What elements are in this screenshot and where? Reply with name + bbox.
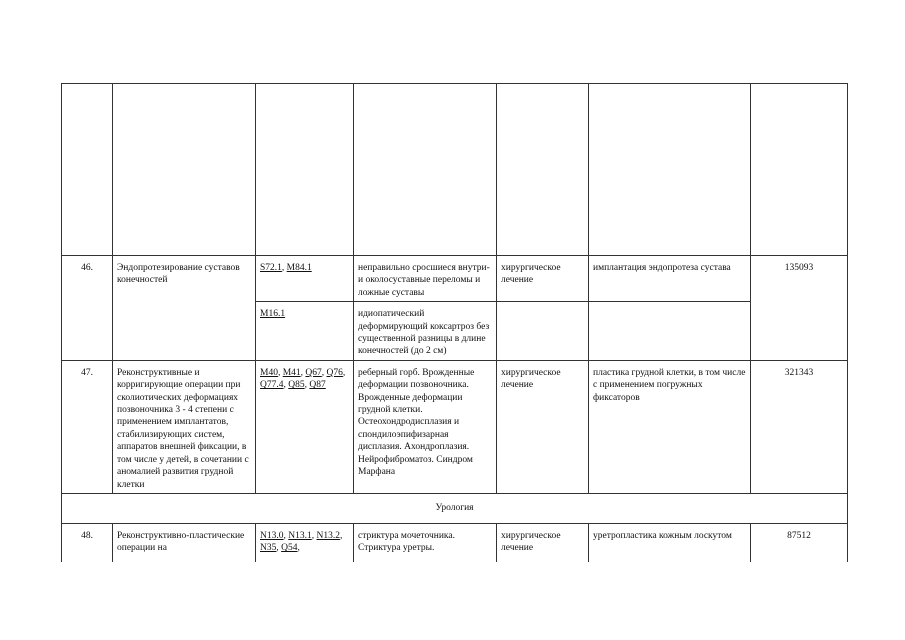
icd-code-link[interactable]: M16.1	[260, 309, 286, 320]
icd-code-link[interactable]: M41	[282, 367, 301, 378]
patient-model: реберный горб. Врожденные деформации позвоночника. Врожденные деформации грудной клетки. Остеохондродисплазия и спондилоэпифизарная дисплазия. Ахондроплазия. Нейрофиброматоз. Синдром Марфана	[354, 360, 497, 493]
icd-code-link[interactable]: Q76	[326, 367, 343, 378]
treatment-type: хирургическое лечение	[497, 523, 589, 562]
code-separator: ,	[300, 367, 306, 378]
icd-codes	[256, 523, 354, 562]
icd-code-link[interactable]: N13.0	[260, 530, 284, 541]
code-separator: ,	[321, 367, 327, 378]
icd-codes	[256, 360, 354, 493]
table-cell	[62, 84, 113, 256]
code-separator: ,	[340, 530, 343, 541]
table-row-46	[62, 256, 848, 302]
icd-code-link[interactable]: Q77.4	[260, 380, 284, 391]
icd-code-link[interactable]: M40	[260, 367, 278, 378]
section-title: Урология	[62, 493, 848, 523]
icd-code-link[interactable]: M84.1	[286, 263, 312, 273]
intervention-name: Реконструктивно-пластические операции на	[113, 523, 256, 562]
treatment-method: пластика грудной клетки, в том числе с применением погружных фиксаторов	[589, 360, 751, 493]
code-separator: ,	[304, 380, 310, 391]
treatment-type: хирургическое лечение	[497, 360, 589, 493]
icd-code-link[interactable]: Q54	[281, 543, 298, 554]
table-cell	[497, 84, 589, 256]
medical-care-table	[61, 83, 848, 562]
icd-codes	[256, 256, 354, 302]
icd-code-link[interactable]: Q67	[305, 367, 322, 378]
icd-codes	[256, 302, 354, 361]
code-separator: ,	[277, 367, 283, 378]
code-separator: ,	[283, 380, 289, 391]
icd-code-link[interactable]: Q87	[309, 380, 326, 391]
intervention-name: Реконструктивные и корригирующие операции при сколиотических деформациях позвоночника 3 - 4 степени с применением имплантатов, стабилизирующих систем, аппаратов внешней фиксации, в том числе у детей, в сочетании с аномалией развития грудной клетки	[113, 360, 256, 493]
table-cell	[751, 84, 848, 256]
section-row	[62, 493, 848, 523]
treatment-method	[589, 302, 751, 361]
row-number: 47.	[62, 360, 113, 493]
code-separator: ,	[311, 530, 317, 541]
table-row-continuation	[62, 84, 848, 256]
treatment-type	[497, 302, 589, 361]
patient-model: идиопатический деформирующий коксартроз без существенной разницы в длине конечностей (до 2 см)	[354, 302, 497, 361]
icd-code-link[interactable]: S72.1	[260, 263, 282, 273]
code-separator: ,	[342, 367, 346, 378]
icd-code-link[interactable]: N35	[260, 543, 277, 554]
row-number: 48.	[62, 523, 113, 562]
table-cell	[354, 84, 497, 256]
code-separator: ,	[283, 530, 289, 541]
icd-code-link[interactable]: N13.2	[316, 530, 340, 541]
cost-value: 321343	[751, 360, 848, 493]
table-row-47	[62, 360, 848, 493]
code-separator: ,	[281, 263, 287, 273]
cost-value: 135093	[751, 256, 848, 361]
treatment-method: имплантация эндопротеза сустава	[589, 256, 751, 302]
treatment-type: хирургическое лечение	[497, 256, 589, 302]
table-row-48	[62, 523, 848, 562]
treatment-method: уретропластика кожным лоскутом	[589, 523, 751, 562]
table-cell	[113, 84, 256, 256]
icd-code-link[interactable]: Q85	[288, 380, 305, 391]
patient-model: стриктура мочеточника. Стриктура уретры.	[354, 523, 497, 562]
cost-value: 87512	[751, 523, 848, 562]
code-separator: ,	[297, 543, 300, 554]
intervention-name: Эндопротезирование суставов конечностей	[113, 256, 256, 361]
code-separator: ,	[276, 543, 282, 554]
row-number: 46.	[62, 256, 113, 361]
patient-model: неправильно сросшиеся внутри- и околосуставные переломы и ложные суставы	[354, 256, 497, 302]
icd-code-link[interactable]: N13.1	[288, 530, 312, 541]
table-cell	[256, 84, 354, 256]
table-cell	[589, 84, 751, 256]
